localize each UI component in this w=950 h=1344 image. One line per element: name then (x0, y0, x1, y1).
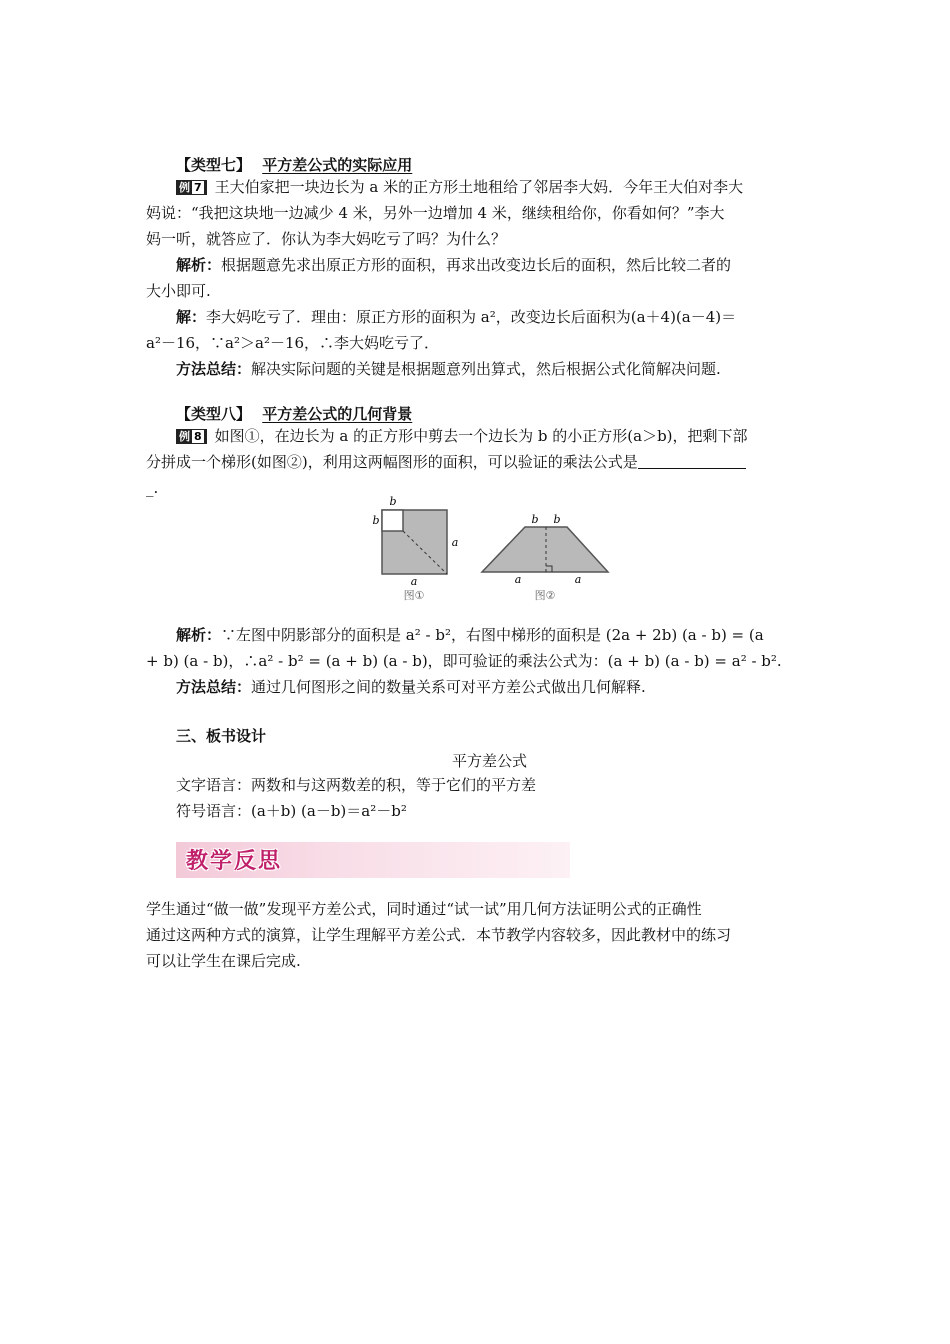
type7-problem-line1: 例 7 王大伯家把一块边长为 a 米的正方形土地租给了邻居李大妈．今年王大伯对李大 (176, 177, 743, 197)
type7-analysis-line1: 解析：根据题意先求出原正方形的面积，再求出改变边长后的面积，然后比较二者的 (176, 256, 732, 274)
figure2-trapezoid (482, 513, 608, 602)
board-symbol-language: 符号语言：(a＋b) (a－b)＝a²－b² (176, 802, 407, 820)
fig1-caption: 图① (403, 589, 425, 602)
type7-solution-line1: 解：李大妈吃亏了．理由：原正方形的面积为 a²，改变边长后面积为(a＋4)(a－4)＝ (176, 308, 737, 326)
example-badge: 例 7 (176, 180, 207, 195)
fig1-label-b-top: b (389, 495, 397, 508)
type7-problem-line3: 妈一听，就答应了．你认为李大妈吃亏了吗？为什么？ (146, 230, 507, 248)
fig1-label-a-bottom: a (410, 575, 418, 588)
figure1-square (372, 495, 458, 602)
type7-summary: 方法总结：解决实际问题的关键是根据题意列出算式，然后根据公式化简解决问题. (176, 360, 721, 378)
reflection-line2: 通过这两种方式的演算，让学生理解平方差公式．本节教学内容较多，因此教材中的练习 (146, 926, 732, 944)
board-text-language: 文字语言：两数和与这两数差的积，等于它们的平方差 (176, 776, 537, 794)
type8-problem-line2: 分拼成一个梯形(如图②)，利用这两幅图形的面积，可以验证的乘法公式是 (146, 452, 746, 472)
geometry-figures (370, 490, 620, 605)
board-center-title: 平方差公式 (452, 752, 528, 770)
type8-problem-line1: 例 8 如图①，在边长为 a 的正方形中剪去一个边长为 b 的小正方形(a＞b)，把剩下部 (176, 426, 748, 446)
fig1-label-a-right: a (451, 536, 459, 549)
fig2-label-a-1: a (514, 573, 522, 586)
fig2-label-b-1: b (531, 513, 539, 526)
answer-blank (638, 452, 746, 469)
fig1-label-b-left: b (372, 514, 380, 527)
fig2-label-b-2: b (553, 513, 561, 526)
reflection-line1: 学生通过“做一做”发现平方差公式，同时通过“试一试”用几何方法证明公式的正确性 (146, 900, 702, 918)
type7-heading-row (176, 155, 412, 175)
small-square (382, 510, 403, 531)
board-heading: 三、板书设计 (176, 727, 267, 745)
type7-analysis-line2: 大小即可. (146, 282, 211, 300)
type8-heading: 【类型八】 (176, 405, 252, 423)
type8-problem-line3: _. (146, 479, 159, 497)
type8-summary: 方法总结：通过几何图形之间的数量关系可对平方差公式做出几何解释. (176, 678, 646, 696)
type7-title: 平方差公式的实际应用 (262, 156, 413, 174)
reflection-banner-title: 教学反思 (186, 849, 283, 874)
type8-title: 平方差公式的几何背景 (262, 405, 413, 423)
type8-analysis-line2: + b) (a - b)，∴a² - b² = (a + b) (a - b)，即可验证的乘法公式为：(a + b) (a - b) = a² - b². (146, 652, 782, 670)
type7-solution-line2: a²－16，∵a²＞a²－16，∴李大妈吃亏了． (146, 334, 440, 352)
reflection-line3: 可以让学生在课后完成. (146, 952, 301, 970)
fig2-caption: 图② (534, 589, 556, 602)
type7-heading: 【类型七】 (176, 156, 252, 174)
type7-problem-line2: 妈说：“我把这块地一边减少 4 米，另外一边增加 4 米，继续租给你，你看如何？”李大 (146, 204, 725, 222)
example-badge: 例 8 (176, 429, 207, 444)
type8-heading-row (176, 404, 412, 424)
fig2-label-a-2: a (574, 573, 582, 586)
type8-analysis-line1: 解析：∵左图中阴影部分的面积是 a² - b²，右图中梯形的面积是 (2a + 2b) (a - b) = (a (176, 626, 764, 644)
